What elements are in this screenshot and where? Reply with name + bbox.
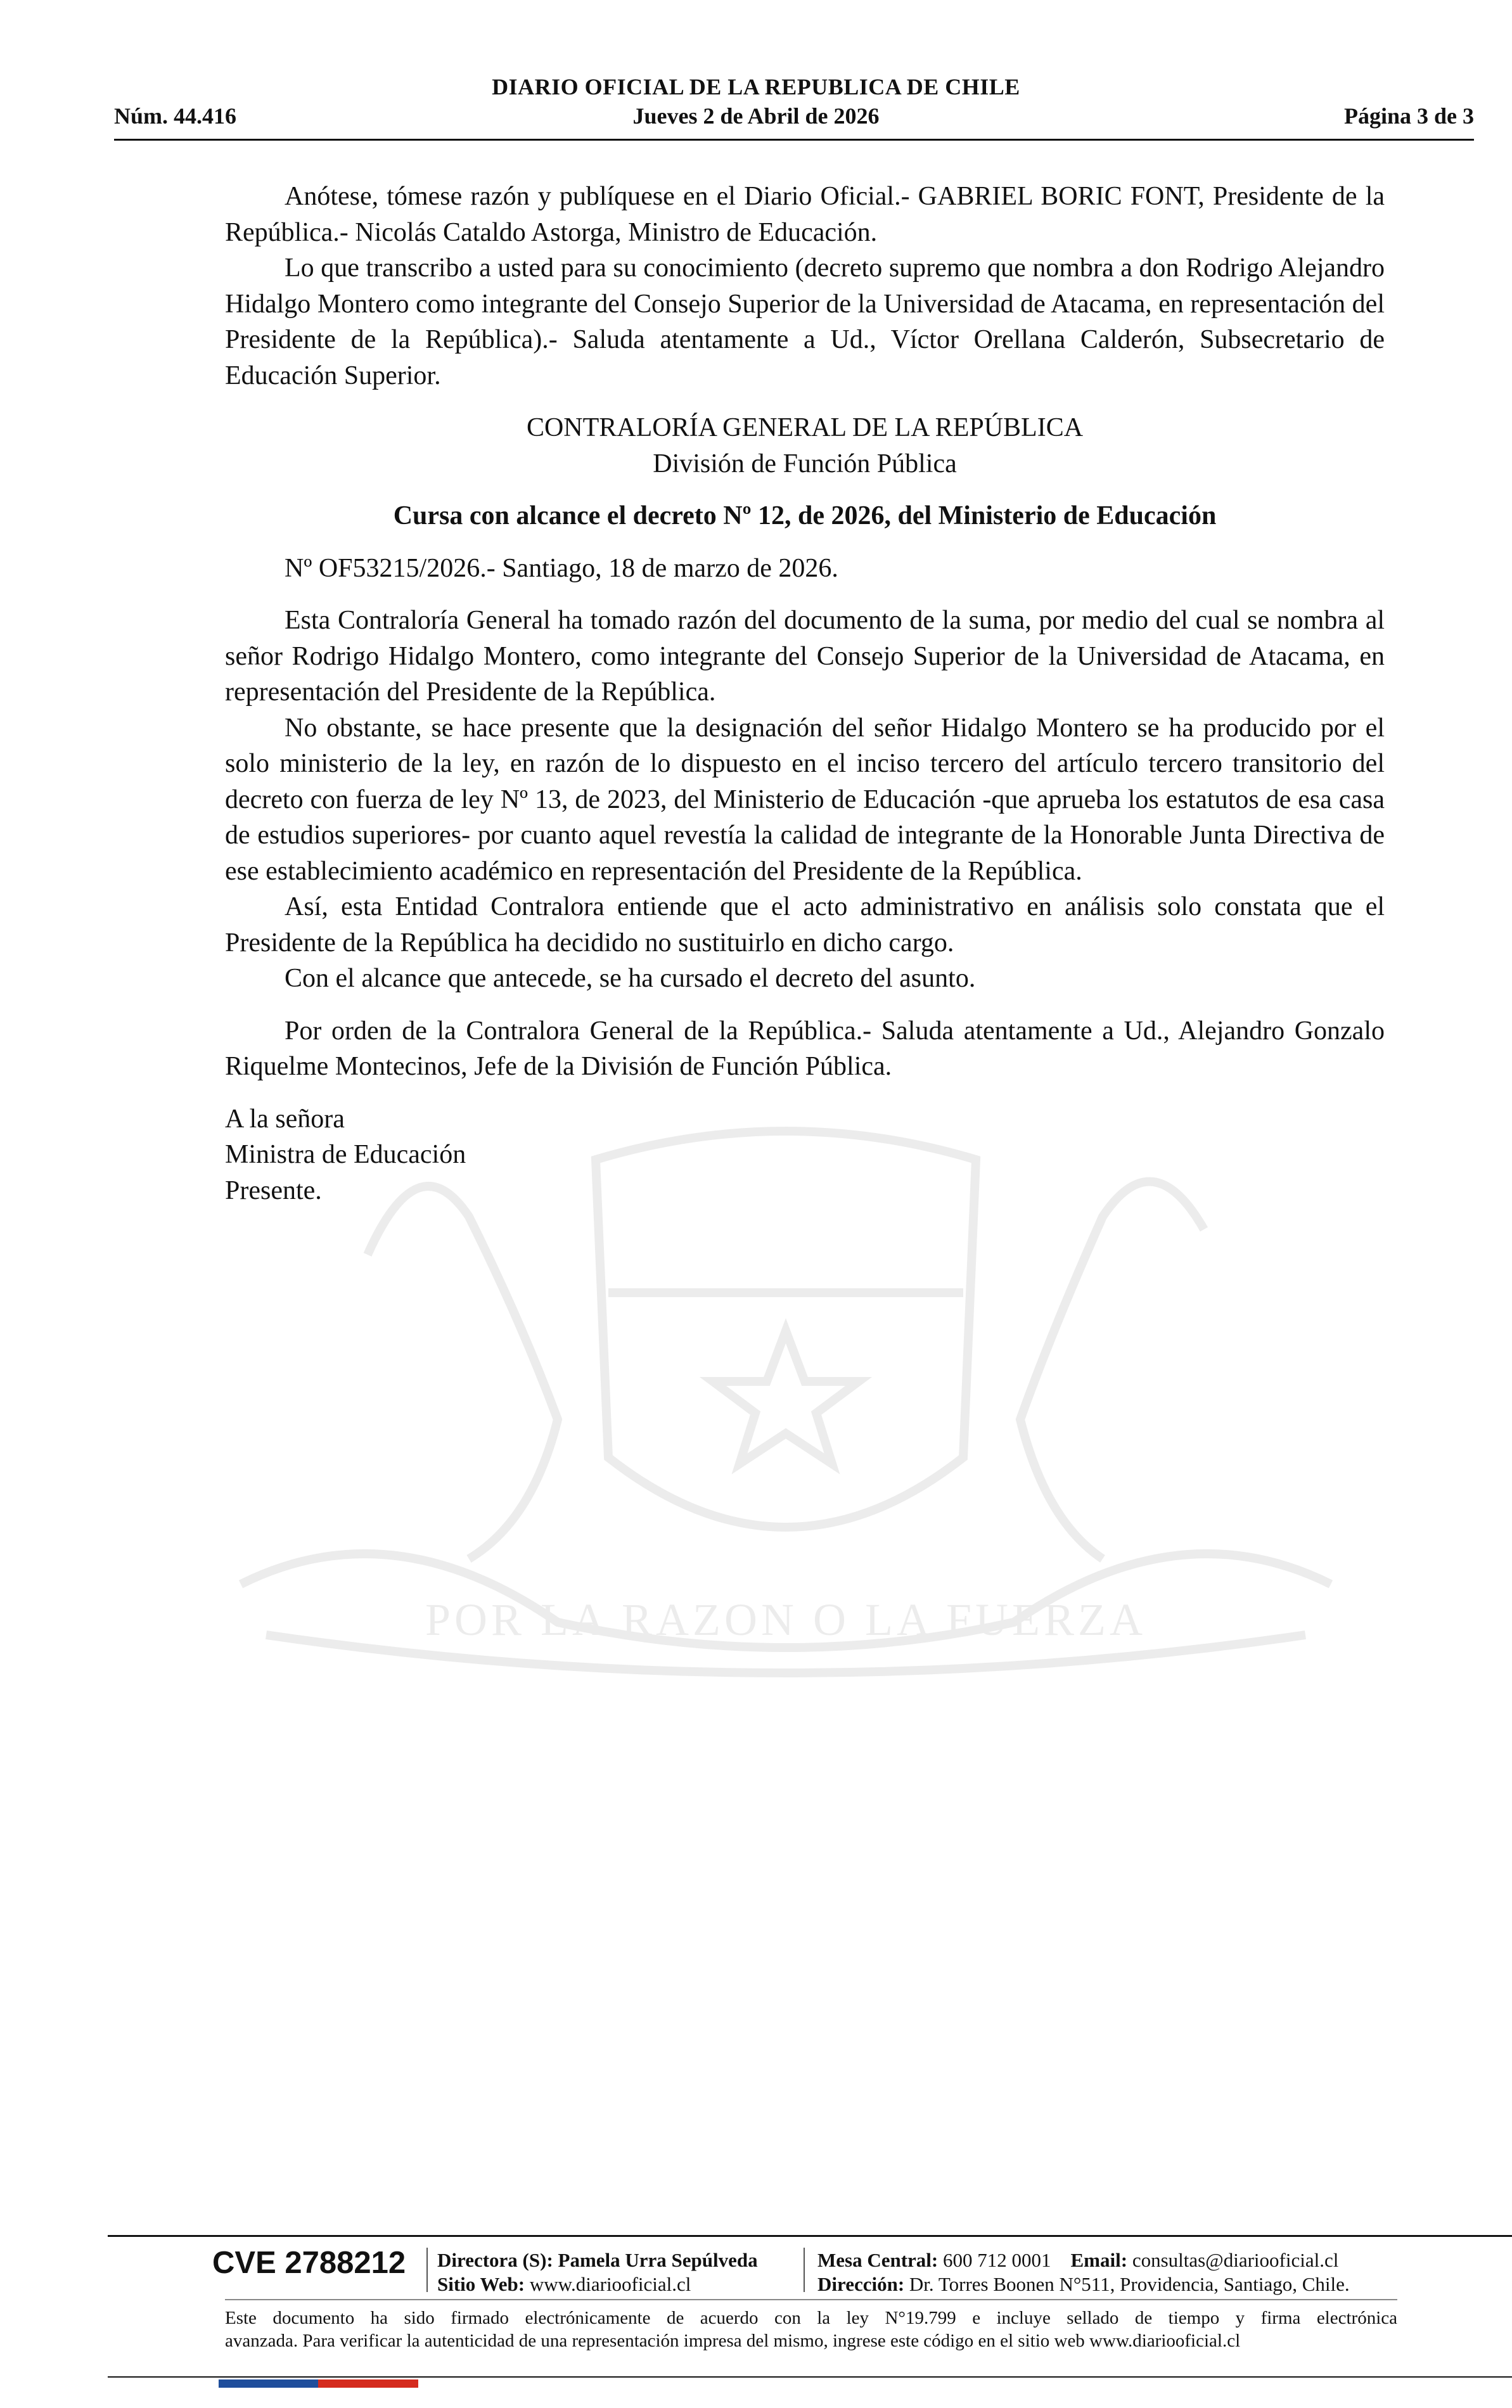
footer-editorial-info xyxy=(437,2248,758,2296)
electronic-signature-disclaimer xyxy=(225,2307,1397,2352)
document-body xyxy=(225,179,1385,1208)
document-reference: Nº OF53215/2026.- Santiago, 18 de marzo de 2026. xyxy=(285,553,838,583)
org-division: División de Función Pública xyxy=(653,449,957,478)
paragraph-transcription: Lo que transcribo a usted para su conocimiento (decreto supremo que nombra a don Rodrigo Alejandro Hidalgo Montero como integrante del Consejo Superior de la Universidad de Atacama, en representación del Presidente de la República).- Saluda atentamente a Ud., Víctor Orellana Calderón, Subsecretario de Educación Superior. xyxy=(225,253,1385,390)
paragraph-notwithstanding: No obstante, se hace presente que la designación del señor Hidalgo Montero se ha producido por el solo ministerio de la ley, en razón de lo dispuesto en el inciso tercero del artículo tercero transitorio del decreto con fuerza de ley Nº 13, de 2023, del Ministerio de Educación -que aprueba los estatutos de esa casa de estudios superiores- por cuanto aquel revestía la calidad de integrante de la Honorable Junta Directiva de ese establecimiento académico en representación del Presidente de la República. xyxy=(225,713,1385,886)
cve-code: CVE 2788212 xyxy=(212,2246,406,2280)
footer-bottom-divider xyxy=(108,2376,1512,2378)
email-link[interactable]: consultas@diariooficial.cl xyxy=(1132,2249,1339,2271)
issue-number: Núm. 44.416 xyxy=(114,103,237,129)
org-name: CONTRALORÍA GENERAL DE LA REPÚBLICA xyxy=(526,413,1084,442)
paragraph-signature: Por orden de la Contralora General de la República.- Saluda atentamente a Ud., Alejandro Gonzalo Riquelme Montecinos, Jefe de la División de Función Pública. xyxy=(225,1016,1385,1081)
footer-separator xyxy=(426,2248,428,2292)
paragraph-taking-notice: Esta Contraloría General ha tomado razón del documento de la suma, por medio del cual se nombra al señor Rodrigo Hidalgo Montero, como integrante del Consejo Superior de la Universidad de Atacama, en representación del Presidente de la República. xyxy=(225,606,1385,707)
section-title: Cursa con alcance el decreto Nº 12, de 2026, del Ministerio de Educación xyxy=(393,501,1217,530)
paragraph-closing-decree: Anótese, tómese razón y publíquese en el Diario Oficial.- GABRIEL BORIC FONT, Presidente de la República.- Nicolás Cataldo Astorga, Ministro de Educación. xyxy=(225,182,1385,247)
address-value: Dr. Torres Boonen N°511, Providencia, Santiago, Chile. xyxy=(909,2273,1350,2295)
addressee-line: A la señora xyxy=(225,1104,345,1134)
address-label: Dirección: xyxy=(817,2273,905,2295)
disclaimer-line: avanzada. Para verificar la autenticidad de una representación impresa del mismo, ingrese este código en el sitio web www.diariooficial.cl xyxy=(225,2331,1241,2351)
email-label: Email: xyxy=(1070,2249,1128,2271)
watermark-motto: POR LA RAZON O LA FUERZA xyxy=(425,1594,1147,1645)
web-link[interactable]: www.diariooficial.cl xyxy=(529,2273,691,2295)
disclaimer-line: Este documento ha sido firmado electrónicamente de acuerdo con la ley N°19.799 e incluye sellado de tiempo y firma electrónica xyxy=(225,2308,1397,2328)
paragraph-conclusion: Con el alcance que antecede, se ha cursado el decreto del asunto. xyxy=(285,964,976,993)
issue-date: Jueves 2 de Abril de 2026 xyxy=(632,103,880,129)
director-name: Pamela Urra Sepúlveda xyxy=(558,2249,758,2271)
web-label: Sitio Web: xyxy=(437,2273,525,2295)
footer-inner-divider xyxy=(225,2299,1397,2300)
director-label: Directora (S): xyxy=(437,2249,553,2271)
footer-divider xyxy=(108,2235,1512,2237)
newspaper-title: DIARIO OFICIAL DE LA REPUBLICA DE CHILE xyxy=(492,74,1020,99)
page-indicator: Página 3 de 3 xyxy=(1343,103,1474,129)
flag-stripe-blue xyxy=(219,2379,318,2388)
phone-label: Mesa Central: xyxy=(817,2249,939,2271)
phone-value: 600 712 0001 xyxy=(943,2249,1051,2271)
flag-stripe-red xyxy=(318,2379,418,2388)
footer-separator xyxy=(804,2248,805,2292)
addressee-line: Ministra de Educación xyxy=(225,1140,466,1169)
footer-contact-info xyxy=(817,2248,1350,2296)
paragraph-interpretation: Así, esta Entidad Contralora entiende que el acto administrativo en análisis solo constata que el Presidente de la República ha decidido no sustituirlo en dicho cargo. xyxy=(225,892,1385,957)
addressee-line: Presente. xyxy=(225,1175,322,1205)
header-divider xyxy=(114,139,1474,141)
